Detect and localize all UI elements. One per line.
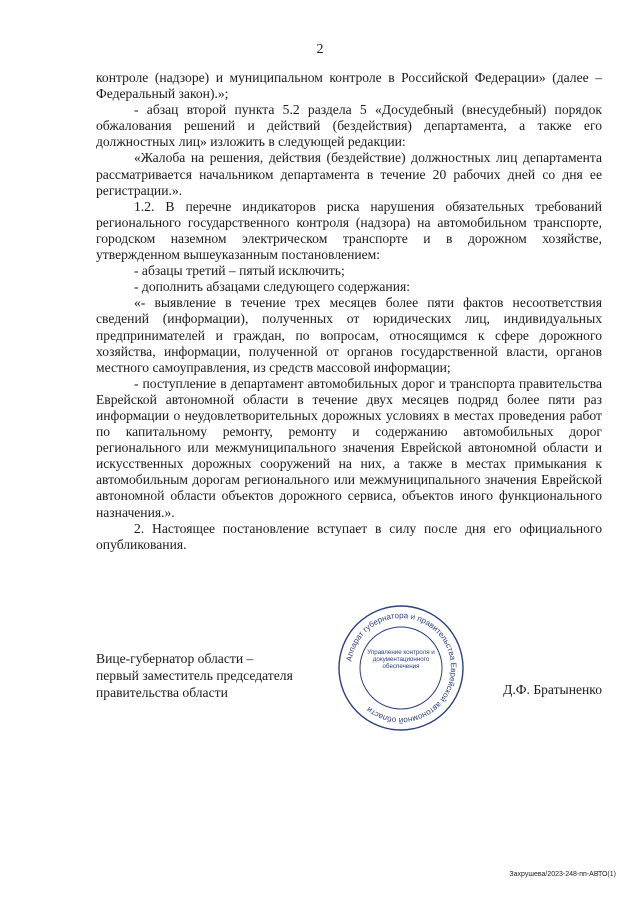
signatory-name: Д.Ф. Братыненко (503, 682, 602, 697)
signatory-position-line: первый заместитель председателя (96, 668, 293, 683)
signatory-position-line: правительства области (96, 685, 228, 700)
paragraph: 2. Настоящее постановление вступает в силу после дня его официального опубликования. (96, 520, 602, 552)
paragraph: «Жалоба на решения, действия (бездействие) должностных лиц департамента рассматривается начальником департамента в течение 20 рабочих дней со дня ее регистрации.». (96, 150, 602, 198)
official-stamp (336, 603, 466, 733)
paragraph: контроле (надзоре) и муниципальном контроле в Российской Федерации» (далее – Федеральный закон).»; (96, 70, 602, 102)
paragraph: «- выявление в течение трех месяцев более пяти фактов несоответствия сведений (информации), полученных от юридических лиц, индивидуальных предпринимателей и граждан, по вопросам, относящимся к сфере дорожного хозяйства, информации, полученной от органов государственной власти, органов местного самоуправления, из средств массовой информации; (96, 295, 602, 375)
signatory-position-line: Вице-губернатор области – (96, 651, 254, 666)
document-body (96, 70, 602, 553)
stamp-inner-text: Управление контроля и документационного обеспечения (367, 649, 435, 671)
paragraph: - поступление в департамент автомобильных дорог и транспорта правительства Еврейской автономной области в течение двух месяцев подряд более пяти раз информации о неудовлетворительных дорожных условиях в местах проведения работ по капитальному ремонту, ремонту и содержанию автомобильных дорог регионального или межмуниципального значения Еврейской автономной области и искусственных дорожных сооружений на них, а также в местах примыкания к автомобильным дорогам регионального или межмуниципального значения Еврейской автономной области объектов дорожного сервиса, объектов иного функционального назначения.». (96, 375, 602, 520)
paragraph: - абзац второй пункта 5.2 раздела 5 «Досудебный (внесудебный) порядок обжалования решений и действий (бездействия) департамента, а также его должностных лиц» изложить в следующей редакции: (96, 102, 602, 150)
paragraph: 1.2. В перечне индикаторов риска нарушения обязательных требований регионального государственного контроля (надзора) на автомобильном транспорте, городском наземном электрическом транспорте и в дорожном хозяйстве, утвержденном вышеуказанным постановлением: (96, 198, 602, 263)
paragraph: - абзацы третий – пятый исключить; (134, 263, 345, 279)
paragraph: - дополнить абзацами следующего содержания: (134, 279, 411, 295)
signatory-position (96, 650, 346, 701)
document-code: Захрушева/2023-248-пп-АВТО(1) (509, 871, 616, 878)
stamp-ring-text: Аппарат губернатора и правительства Еврейской автономной области (344, 610, 459, 726)
page-number: 2 (316, 42, 324, 57)
